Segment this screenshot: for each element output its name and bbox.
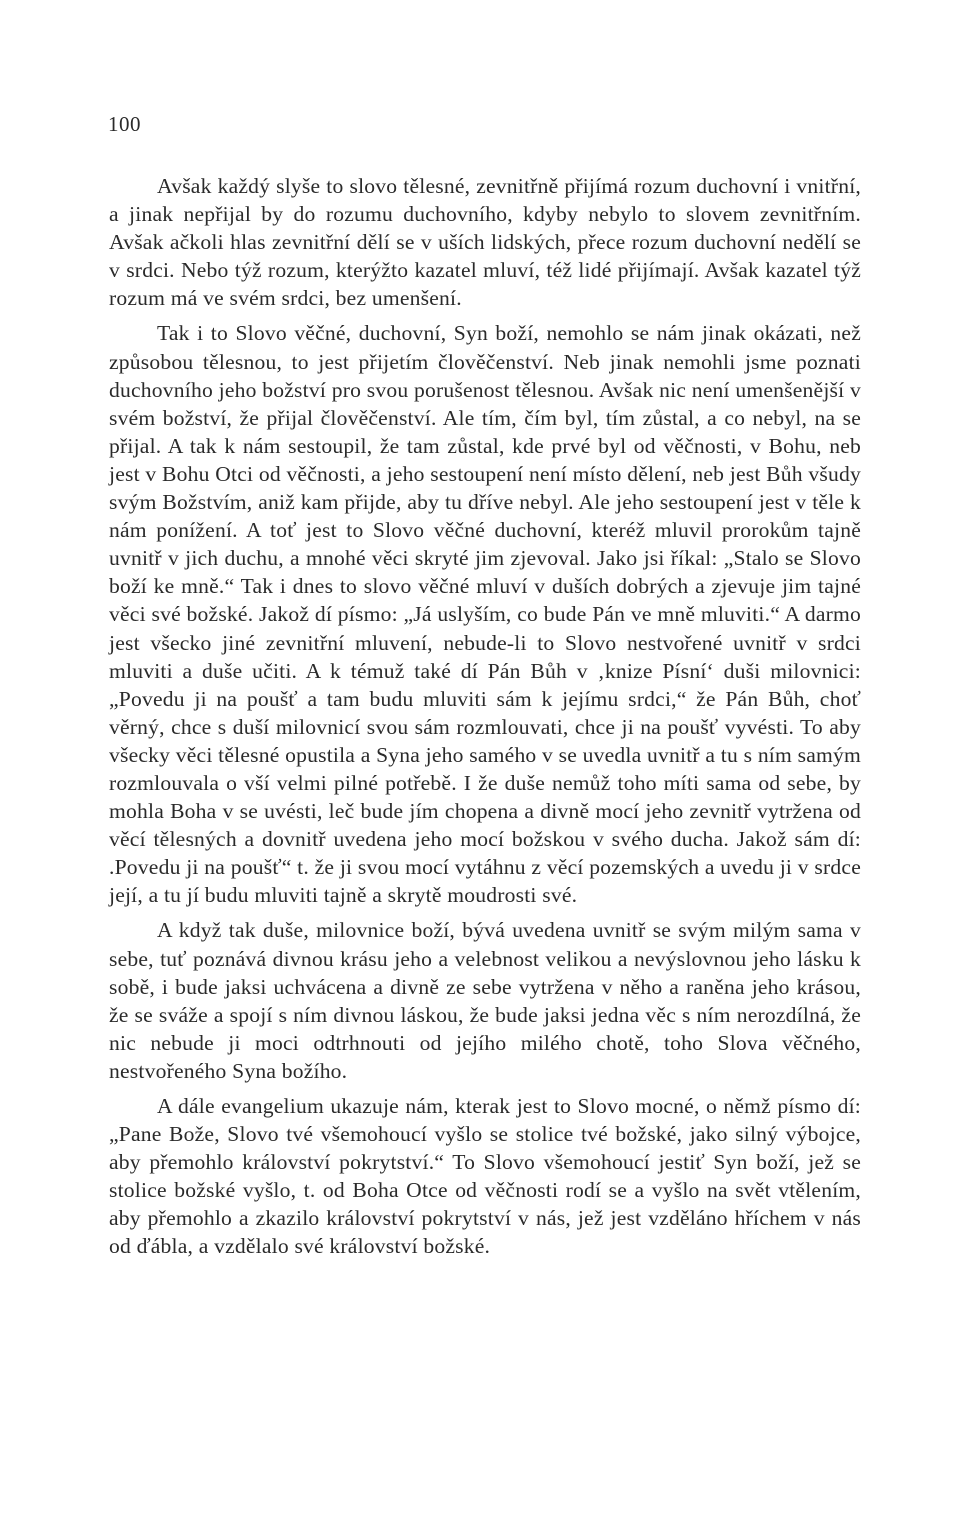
paragraph: Tak i to Slovo věčné, duchovní, Syn boží, nemohlo se nám jinak okázati, než způsobou tělesnou, to jest přijetím člověčenství. Neb jinak nemohli jsme poznati duchovního jeho božství pro svou porušenost tělesnou. Avšak nic není umenšenější v svém božství, že přijal člověčenství. Ale tím, čím byl, tím zůstal, a co nebyl, na se přijal. A tak k nám sestoupil, že tam zůstal, kde prvé byl od věčnosti, v Bohu, neb jest v Bohu Otci od věčnosti, a jeho sestoupení není místo dělení, neb jest Bůh všudy svým Božstvím, aniž kam přijde, aby tu dříve nebyl. Ale jeho sestoupení jest v těle k nám ponížení. A toť jest to Slovo věčné duchovní, kteréž mluvil prorokům tajně uvnitř v jich duchu, a mnohé věci skryté jim zjevoval. Jako jsi říkal: „Stalo se Slovo boží ke mně.“ Tak i dnes to slovo věčné mluví v duších dobrých a zjevuje jim tajné věci své božské. Jakož dí písmo: „Já uslyším, co bude Pán ve mně mluviti.“ A darmo jest všecko jiné zevnitřní mluvení, nebude-li to Slovo nestvořené uvnitř v srdci mluviti a duše učiti. A k témuž také dí Pán Bůh v ‚knize Písní‘ duši milovnici: „Povedu ji na poušť a tam budu mluviti sám k jejímu srdci,“ že Pán Bůh, choť věrný, chce s duší milovnicí svou sám rozmlouvati, chce ji na poušť vyvésti. To aby všecky věci tělesné opustila a Syna jeho samého v se uvedla uvnitř a tu s ním samým rozmlouvala o vší velmi pilné potřebě. I že duše nemůž toho míti sama od sebe, by mohla Boha v se uvésti, leč bude jím chopena a divně mocí jeho zevnitř vytržena od věcí tělesných a dovnitř uvedena jeho mocí božskou v svého ducha. Jakož sám dí: .Povedu ji na poušť“ t. že ji svou mocí vytáhnu z věcí pozemských a uvedu ji v srdce její, a tu jí budu mluviti tajně a skrytě moudrosti své. xyxy=(109,321,861,908)
paragraph: A dále evangelium ukazuje nám, kterak jest to Slovo mocné, o němž písmo dí: „Pane Bože, Slovo tvé všemohoucí vyšlo se stolice tvé božské, jako silný výbojce, aby přemohlo království pokrytství.“ To Slovo všemohoucí jestiť Syn boží, jež se stolice božské vyšlo, t. od Boha Otce od věčnosti rodí se a vyšlo na svět vtělením, aby přemohlo a zkazilo království pokrytství v nás, jež jest vzděláno hříchem v nás od ďábla, a vzdělalo své království božské. xyxy=(109,1094,861,1259)
paragraph: A když tak duše, milovnice boží, bývá uvedena uvnitř se svým milým sama v sebe, tuť poznává divnou krásu jeho a velebnost velikou a nevýslovnou jeho lásku k sobě, i bude jaksi uchvácena a divně ze sebe vytržena v něho a raněna jeho krásou, že se sváže a spojí s ním divnou láskou, že bude jaksi jedna věc s ním nerozdílná, že nic nebude ji moci odtrhnouti od jejího milého chotě, toho Slova věčného, nestvořeného Syna božího. xyxy=(109,918,861,1083)
page-number: 100 xyxy=(108,112,141,136)
body-text xyxy=(109,172,861,1261)
paragraph: Avšak každý slyše to slovo tělesné, zevnitřně přijímá rozum duchovní i vnitřní, a jinak nepřijal by do rozumu duchovního, kdyby nebylo to slovem zevnitřním. Avšak ačkoli hlas zevnitřní dělí se v uších lidských, přece rozum duchovní nedělí se v srdci. Nebo týž rozum, kterýžto kazatel mluví, též lidé přijímají. Avšak kazatel týž rozum má ve svém srdci, bez umenšení. xyxy=(109,174,861,311)
